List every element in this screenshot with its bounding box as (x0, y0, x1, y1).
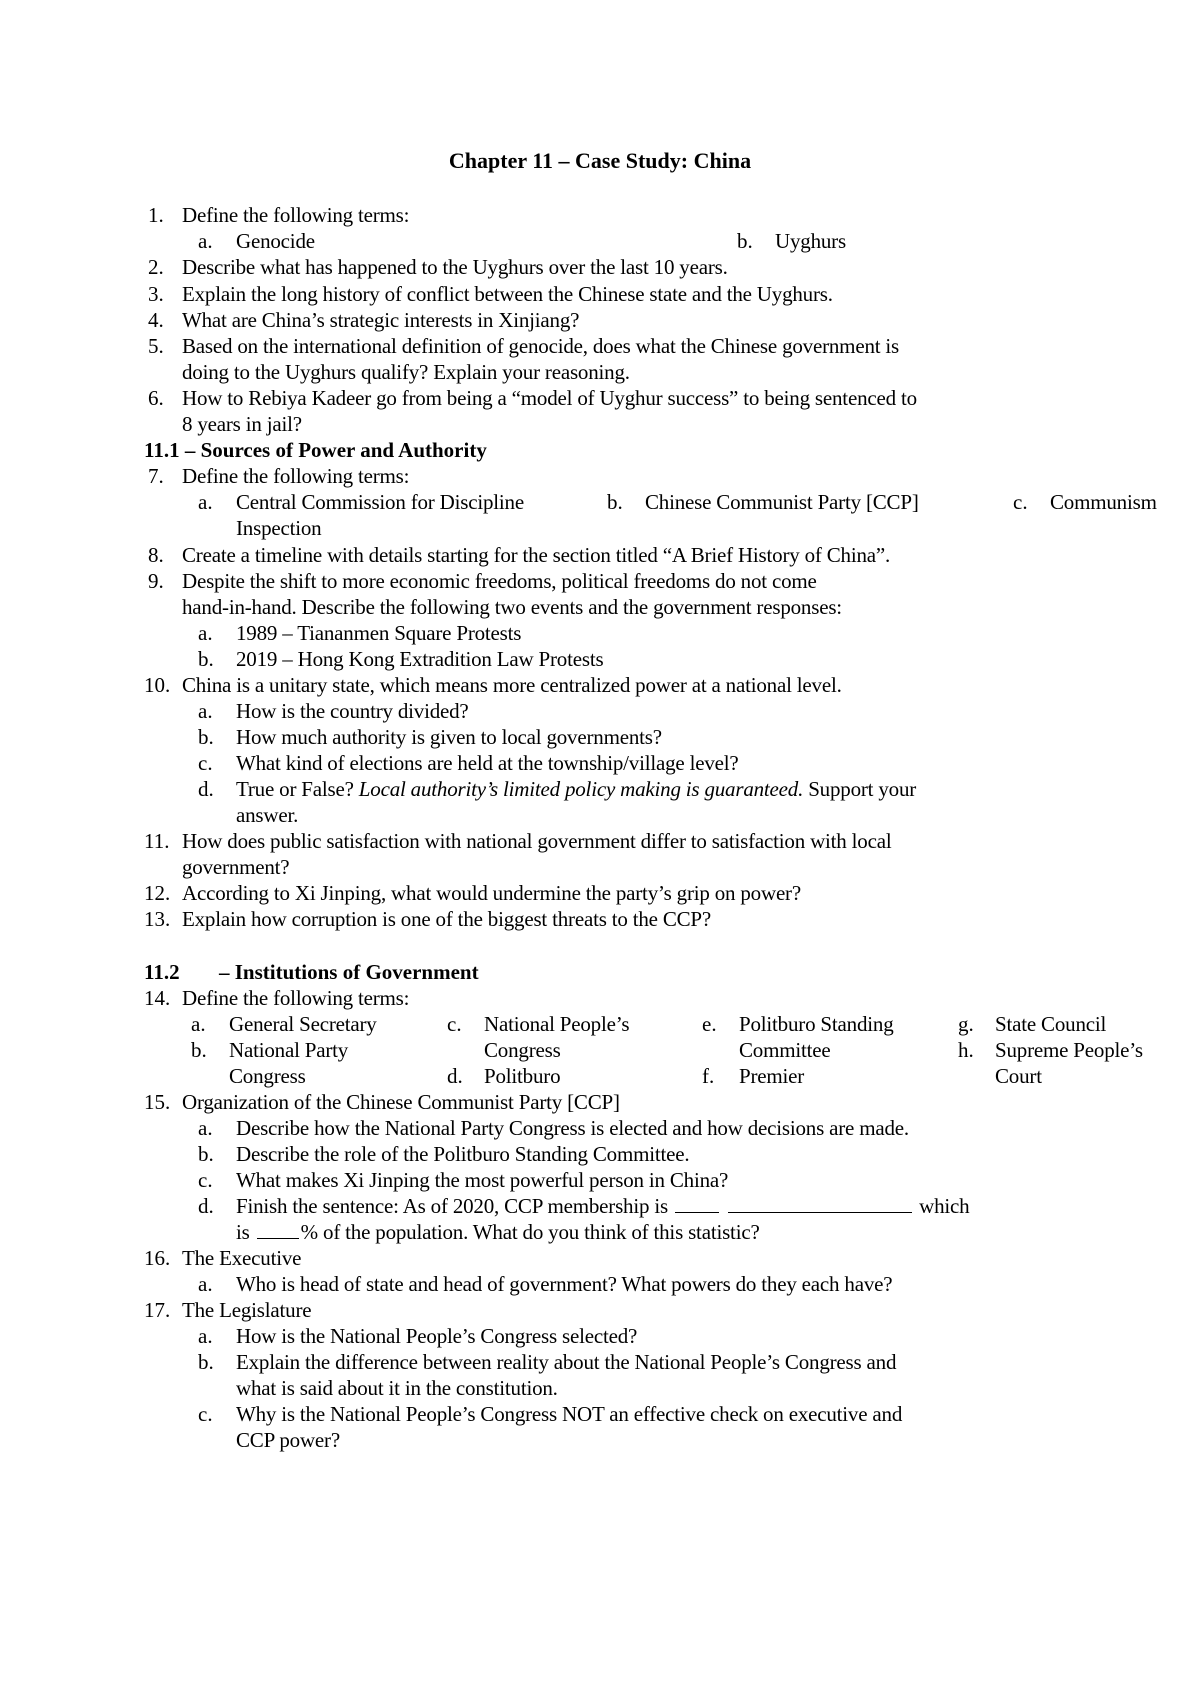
q15-b-label: b. (198, 1142, 214, 1166)
q15-a-text: Describe how the National Party Congress is elected and how decisions are made. (236, 1116, 909, 1140)
q14-f-text: Premier (739, 1064, 805, 1088)
question-5-number: 5. (148, 334, 164, 358)
percent-blank[interactable] (257, 1220, 299, 1239)
section-heading-11-2: – Institutions of Government (219, 960, 479, 984)
q7-a-line-2: Inspection (236, 516, 322, 540)
question-16-text: The Executive (182, 1246, 302, 1270)
q10-d-line-2: answer. (236, 803, 299, 827)
question-2-number: 2. (148, 255, 164, 279)
question-5-line-2: doing to the Uyghurs qualify? Explain your reasoning. (182, 360, 630, 384)
q14-c-line-2: Congress (484, 1038, 561, 1062)
q7-b-label: b. (607, 490, 623, 514)
question-4-number: 4. (148, 308, 164, 332)
q14-b-label: b. (191, 1038, 207, 1062)
q17-b-line-2: what is said about it in the constitution. (236, 1376, 558, 1400)
question-8-text: Create a timeline with details starting for the section titled “A Brief History of China”. (182, 543, 891, 567)
q15-d-label: d. (198, 1194, 214, 1218)
q14-c-line-1: National People’s (484, 1012, 630, 1036)
q10-d-suffix: Support your (803, 777, 917, 801)
question-6-line-2: 8 years in jail? (182, 412, 302, 436)
page-title: Chapter 11 – Case Study: China (448, 148, 752, 173)
question-7-text: Define the following terms: (182, 464, 410, 488)
question-9-number: 9. (148, 569, 164, 593)
q10-a-text: How is the country divided? (236, 699, 469, 723)
q10-d-line-1 (236, 775, 916, 803)
q1-b-label: b. (737, 229, 753, 253)
q15-d-line-2-prefix: is (236, 1220, 250, 1244)
q9-a-text: 1989 – Tiananmen Square Protests (236, 621, 522, 645)
q10-b-label: b. (198, 725, 214, 749)
q7-a-label: a. (198, 490, 213, 514)
question-17-number: 17. (144, 1298, 171, 1322)
q17-b-label: b. (198, 1350, 214, 1374)
q1-a-label: a. (198, 229, 213, 253)
q10-c-text: What kind of elections are held at the township/village level? (236, 751, 739, 775)
q9-b-text: 2019 – Hong Kong Extradition Law Protests (236, 647, 604, 671)
q15-d-line-1 (236, 1192, 969, 1220)
q17-c-label: c. (198, 1402, 213, 1426)
q15-d-line-2-suffix: % of the population. What do you think of this statistic? (300, 1220, 760, 1244)
question-12-text: According to Xi Jinping, what would undermine the party’s grip on power? (182, 881, 801, 905)
q15-d-line-1-prefix: Finish the sentence: As of 2020, CCP membership is (236, 1194, 668, 1218)
q7-a-line-1: Central Commission for Discipline (236, 490, 524, 514)
question-1-text: Define the following terms: (182, 203, 410, 227)
q9-b-label: b. (198, 647, 214, 671)
q17-a-text: How is the National People’s Congress selected? (236, 1324, 638, 1348)
q7-c-text: Communism (1050, 490, 1157, 514)
q14-b-line-1: National Party (229, 1038, 349, 1062)
q15-d-line-2 (236, 1218, 760, 1246)
q14-c-label: c. (447, 1012, 462, 1036)
q14-e-label: e. (702, 1012, 717, 1036)
question-10-number: 10. (144, 673, 171, 697)
q14-e-line-2: Committee (739, 1038, 831, 1062)
q17-c-line-1: Why is the National People’s Congress NOT an effective check on executive and (236, 1402, 903, 1426)
question-10-text: China is a unitary state, which means more centralized power at a national level. (182, 673, 842, 697)
q14-d-label: d. (447, 1064, 463, 1088)
q15-c-text: What makes Xi Jinping the most powerful person in China? (236, 1168, 729, 1192)
q15-b-text: Describe the role of the Politburo Standing Committee. (236, 1142, 690, 1166)
question-7-number: 7. (148, 464, 164, 488)
q17-b-line-1: Explain the difference between reality about the National People’s Congress and (236, 1350, 897, 1374)
question-9-line-1: Despite the shift to more economic freedoms, political freedoms do not come (182, 569, 817, 593)
question-14-text: Define the following terms: (182, 986, 410, 1010)
question-13-number: 13. (144, 907, 171, 931)
question-11-line-2: government? (182, 855, 290, 879)
question-4-text: What are China’s strategic interests in Xinjiang? (182, 308, 580, 332)
q1-a-text: Genocide (236, 229, 315, 253)
question-15-number: 15. (144, 1090, 171, 1114)
q17-a-label: a. (198, 1324, 213, 1348)
q14-g-label: g. (958, 1012, 974, 1036)
q7-c-label: c. (1013, 490, 1028, 514)
q17-c-line-2: CCP power? (236, 1428, 340, 1452)
question-15-text: Organization of the Chinese Communist Party [CCP] (182, 1090, 620, 1114)
question-11-line-1: How does public satisfaction with national government differ to satisfaction with local (182, 829, 892, 853)
question-1-number: 1. (148, 203, 164, 227)
section-number-11-2: 11.2 (144, 960, 180, 984)
question-8-number: 8. (148, 543, 164, 567)
q14-g-text: State Council (995, 1012, 1107, 1036)
question-5-line-1: Based on the international definition of genocide, does what the Chinese government is (182, 334, 900, 358)
q15-a-label: a. (198, 1116, 213, 1140)
q10-a-label: a. (198, 699, 213, 723)
membership-blank-1[interactable] (675, 1194, 719, 1213)
q15-d-line-1-suffix: which (919, 1194, 970, 1218)
q14-b-line-2: Congress (229, 1064, 306, 1088)
membership-blank-2[interactable] (728, 1194, 912, 1213)
q1-b-text: Uyghurs (775, 229, 846, 253)
q14-e-line-1: Politburo Standing (739, 1012, 894, 1036)
question-13-text: Explain how corruption is one of the biggest threats to the CCP? (182, 907, 712, 931)
q10-d-italic-statement: Local authority’s limited policy making is guaranteed. (358, 777, 804, 801)
question-16-number: 16. (144, 1246, 171, 1270)
q16-a-label: a. (198, 1272, 213, 1296)
question-3-number: 3. (148, 282, 164, 306)
question-11-number: 11. (144, 829, 170, 853)
q14-a-text: General Secretary (229, 1012, 377, 1036)
q10-d-prefix: True or False? (236, 777, 359, 801)
q14-h-label: h. (958, 1038, 974, 1062)
q9-a-label: a. (198, 621, 213, 645)
q14-a-label: a. (191, 1012, 206, 1036)
section-heading-11-1: 11.1 – Sources of Power and Authority (144, 438, 487, 462)
q7-b-text: Chinese Communist Party [CCP] (645, 490, 919, 514)
q15-c-label: c. (198, 1168, 213, 1192)
q14-h-line-1: Supreme People’s (995, 1038, 1143, 1062)
q10-c-label: c. (198, 751, 213, 775)
q14-h-line-2: Court (995, 1064, 1042, 1088)
question-3-text: Explain the long history of conflict between the Chinese state and the Uyghurs. (182, 282, 833, 306)
q10-b-text: How much authority is given to local governments? (236, 725, 662, 749)
question-12-number: 12. (144, 881, 171, 905)
question-6-number: 6. (148, 386, 164, 410)
question-14-number: 14. (144, 986, 171, 1010)
q14-f-label: f. (702, 1064, 715, 1088)
q10-d-label: d. (198, 777, 214, 801)
question-17-text: The Legislature (182, 1298, 312, 1322)
question-9-line-2: hand-in-hand. Describe the following two events and the government responses: (182, 595, 842, 619)
question-6-line-1: How to Rebiya Kadeer go from being a “model of Uyghur success” to being sentenced to (182, 386, 917, 410)
q16-a-text: Who is head of state and head of government? What powers do they each have? (236, 1272, 893, 1296)
q14-d-text: Politburo (484, 1064, 561, 1088)
question-2-text: Describe what has happened to the Uyghurs over the last 10 years. (182, 255, 728, 279)
